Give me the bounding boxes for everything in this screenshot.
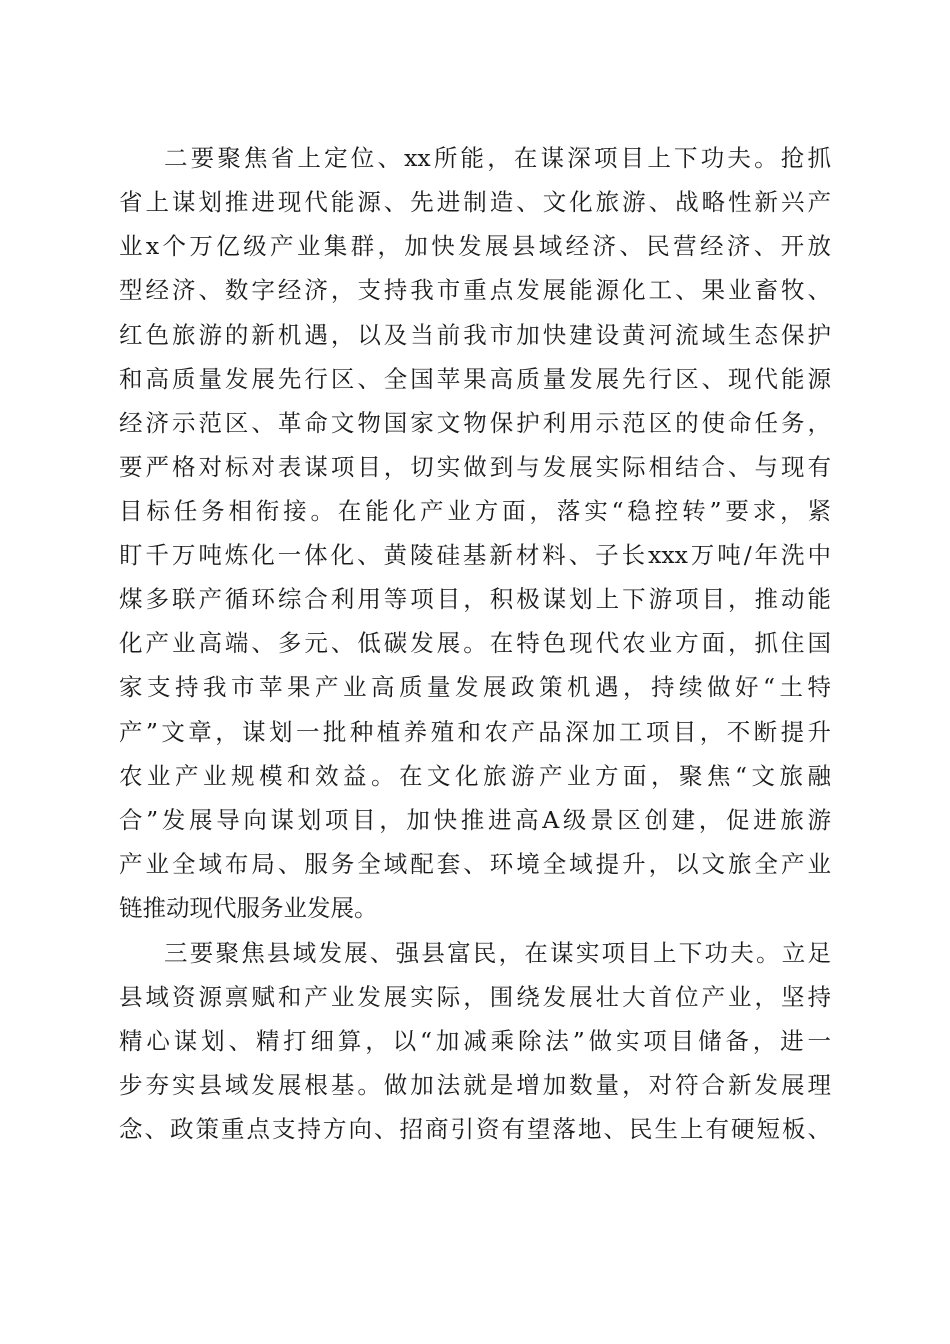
paragraph-2-line-2: 县域资源禀赋和产业发展实际，围绕发展壮大首位产业，坚持 xyxy=(119,983,831,1011)
paragraph-2-line-4: 步夯实县域发展根基。做加法就是增加数量，对符合新发展理 xyxy=(119,1071,831,1099)
paragraph-1-line-3: 业x个万亿级产业集群，加快发展县域经济、民营经济、开放 xyxy=(119,232,831,260)
paragraph-2-line-5: 念、政策重点支持方向、招商引资有望落地、民生上有硬短板、 xyxy=(119,1115,831,1143)
paragraph-1-line-18: 链推动现代服务业发展。 xyxy=(119,894,378,922)
paragraph-1-line-14: 产”文章，谋划一批种植养殖和农产品深加工项目，不断提升 xyxy=(119,718,831,746)
paragraph-1-line-12: 化产业高端、多元、低碳发展。在特色现代农业方面，抓住国 xyxy=(119,629,831,657)
paragraph-1-line-4: 型经济、数字经济，支持我市重点发展能源化工、果业畜牧、 xyxy=(119,276,831,304)
paragraph-1-line-16: 合”发展导向谋划项目，加快推进高A级景区创建，促进旅游 xyxy=(119,806,831,834)
paragraph-1-line-9: 目标任务相衔接。在能化产业方面，落实“稳控转”要求，紧 xyxy=(119,497,831,525)
paragraph-1-line-13: 家支持我市苹果产业高质量发展政策机遇，持续做好“土特 xyxy=(119,673,831,701)
paragraph-1-line-7: 经济示范区、革命文物国家文物保护利用示范区的使命任务， xyxy=(119,409,831,437)
paragraph-1-line-11: 煤多联产循环综合利用等项目，积极谋划上下游项目，推动能 xyxy=(119,585,831,613)
paragraph-1-line-1: 二要聚焦省上定位、xx所能，在谋深项目上下功夫。抢抓 xyxy=(164,144,831,172)
paragraph-1-line-5: 红色旅游的新机遇，以及当前我市加快建设黄河流域生态保护 xyxy=(119,321,831,349)
paragraph-1-line-6: 和高质量发展先行区、全国苹果高质量发展先行区、现代能源 xyxy=(119,365,831,393)
paragraph-1-line-10: 盯千万吨炼化一体化、黄陵硅基新材料、子长xxx万吨/年洗中 xyxy=(119,541,831,569)
paragraph-1-line-8: 要严格对标对表谋项目，切实做到与发展实际相结合、与现有 xyxy=(119,453,831,481)
paragraph-2-line-1: 三要聚焦县域发展、强县富民，在谋实项目上下功夫。立足 xyxy=(164,939,831,967)
paragraph-1-line-2: 省上谋划推进现代能源、先进制造、文化旅游、战略性新兴产 xyxy=(119,188,831,216)
paragraph-1-line-17: 产业全域布局、服务全域配套、环境全域提升，以文旅全产业 xyxy=(119,850,831,878)
paragraph-2-line-3: 精心谋划、精打细算，以“加减乘除法”做实项目储备，进一 xyxy=(119,1027,831,1055)
paragraph-1-line-15: 农业产业规模和效益。在文化旅游产业方面，聚焦“文旅融 xyxy=(119,762,831,790)
